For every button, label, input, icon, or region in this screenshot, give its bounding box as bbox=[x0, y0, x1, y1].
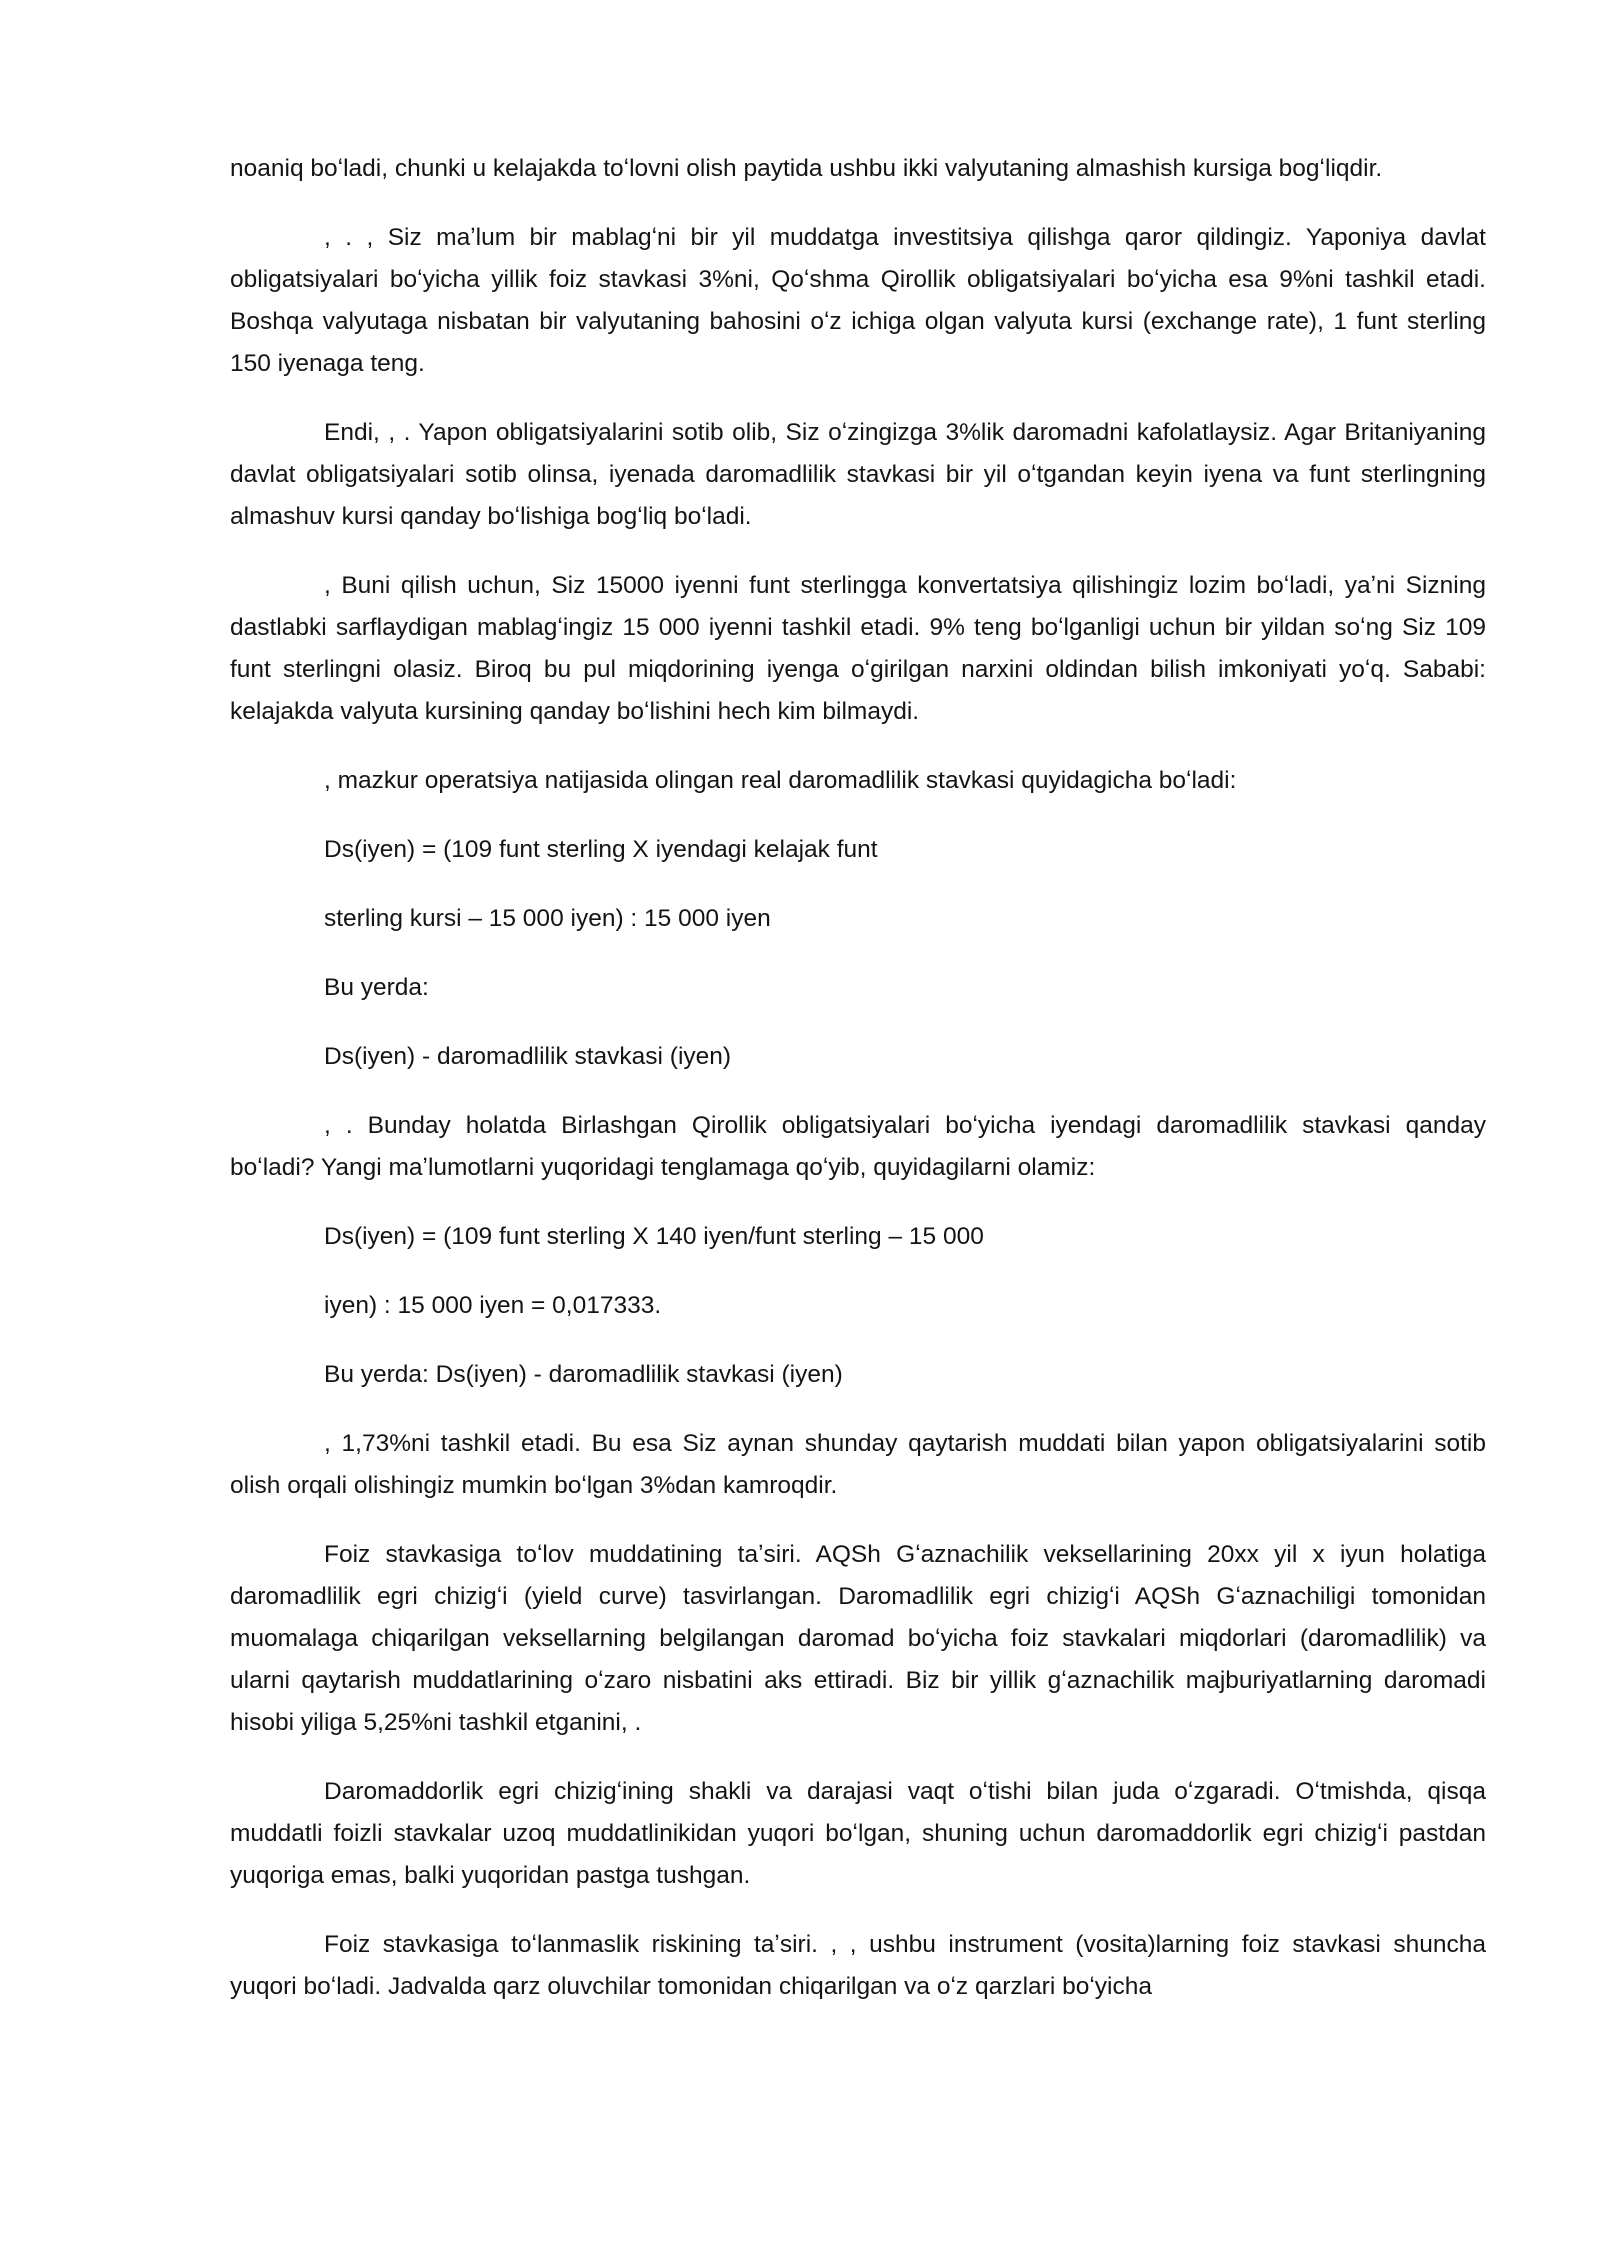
formula-intro: , mazkur operatsiya natijasida olingan real daromadlilik stavkasi quyidagicha boʻladi: bbox=[324, 767, 1237, 794]
formula-where: Bu yerda: bbox=[324, 974, 429, 1001]
formula-line-2: sterling kursi – 15 000 iyen) : 15 000 iyen bbox=[324, 905, 771, 932]
paragraph-investment-example: , . , Siz maʼlum bir mablagʻni bir yil muddatga investitsiya qilishga qaror qildingiz. Yaponiya davlat obligatsiyalari boʻyicha yillik foiz stavkasi 3%ni, Qoʻshma Qirollik obligatsiyalari boʻyicha esa 9%ni tashkil etadi. Boshqa valyutaga nisbatan bir valyutaning bahosini oʻz ichiga olgan valyuta kursi (exchange rate), 1 funt sterling 150 iyenaga teng. bbox=[230, 224, 1486, 377]
paragraph-maturity-effect: Foiz stavkasiga toʻlov muddatining taʼsiri. AQSh Gʻaznachilik veksellarining 20xx yil x iyun holatiga daromadlilik egri chizigʻi (yield curve) tasvirlangan. Daromadlilik egri chizigʻi AQSh Gʻaznachiligi tomonidan muomalaga chiqarilgan veksellarning belgilangan daromad boʻyicha foiz stavkalari miqdorlari (daromadlilik) va ularni qaytarish muddatlarining oʻzaro nisbatini aks ettiradi. Biz bir yillik gʻaznachilik majburiyatlarning daromadi hisobi yiliga 5,25%ni tashkil etganini, . bbox=[230, 1541, 1486, 1736]
paragraph-continuation: noaniq boʻladi, chunki u kelajakda toʻlovni olish paytida ushbu ikki valyutaning almashish kursiga bogʻliqdir. bbox=[230, 155, 1383, 182]
paragraph-uk-bonds: , . Bunday holatda Birlashgan Qirollik obligatsiyalari boʻyicha iyendagi daromadlilik stavkasi qanday boʻladi? Yangi maʼlumotlarni yuqoridagi tenglamaga qoʻyib, quyidagilarni olamiz: bbox=[230, 1112, 1486, 1181]
paragraph-yield-curve-shape: Daromaddorlik egri chizigʻining shakli va darajasi vaqt oʻtishi bilan juda oʻzgaradi. Oʻtmishda, qisqa muddatli foizli stavkalar uzoq muddatlinikidan yuqori boʻlgan, shuning uchun daromaddorlik egri chizigʻi pastdan yuqoriga emas, balki yuqoridan pastga tushgan. bbox=[230, 1778, 1486, 1889]
formula2-definition: Bu yerda: Ds(iyen) - daromadlilik stavkasi (iyen) bbox=[324, 1361, 843, 1388]
paragraph-default-risk: Foiz stavkasiga toʻlanmaslik riskining taʼsiri. , , ushbu instrument (vosita)larning foiz stavkasi shuncha yuqori boʻladi. Jadvalda qarz oluvchilar tomonidan chiqarilgan va oʻz qarzlari boʻyicha bbox=[230, 1931, 1486, 2000]
formula2-line-1: Ds(iyen) = (109 funt sterling X 140 iyen/funt sterling – 15 000 bbox=[324, 1223, 984, 1250]
formula-line-1: Ds(iyen) = (109 funt sterling X iyendagi kelajak funt bbox=[324, 836, 878, 863]
formula2-line-2: iyen) : 15 000 iyen = 0,017333. bbox=[324, 1292, 662, 1319]
paragraph-yen-bonds: Endi, , . Yapon obligatsiyalarini sotib olib, Siz oʻzingizga 3%lik daromadni kafolatlaysiz. Agar Britaniyaning davlat obligatsiyalari sotib olinsa, iyenada daromadlilik stavkasi bir yil oʻtgandan keyin iyena va funt sterlingning almashuv kursi qanday boʻlishiga bogʻliq boʻladi. bbox=[230, 419, 1486, 530]
document-page bbox=[230, 148, 1486, 2035]
paragraph-result: , 1,73%ni tashkil etadi. Bu esa Siz aynan shunday qaytarish muddati bilan yapon obligatsiyalarini sotib olish orqali olishingiz mumkin boʻlgan 3%dan kamroqdir. bbox=[230, 1430, 1486, 1499]
paragraph-conversion: , Buni qilish uchun, Siz 15000 iyenni funt sterlingga konvertatsiya qilishingiz lozim boʻladi, yaʼni Sizning dastlabki sarflaydigan mablagʻingiz 15 000 iyenni tashkil etadi. 9% teng boʻlganligi uchun bir yildan soʻng Siz 109 funt sterlingni olasiz. Biroq bu pul miqdorining iyenga oʻgirilgan narxini oldindan bilish imkoniyati yoʻq. Sababi: kelajakda valyuta kursining qanday boʻlishini hech kim bilmaydi. bbox=[230, 572, 1486, 725]
formula-definition: Ds(iyen) - daromadlilik stavkasi (iyen) bbox=[324, 1043, 732, 1070]
